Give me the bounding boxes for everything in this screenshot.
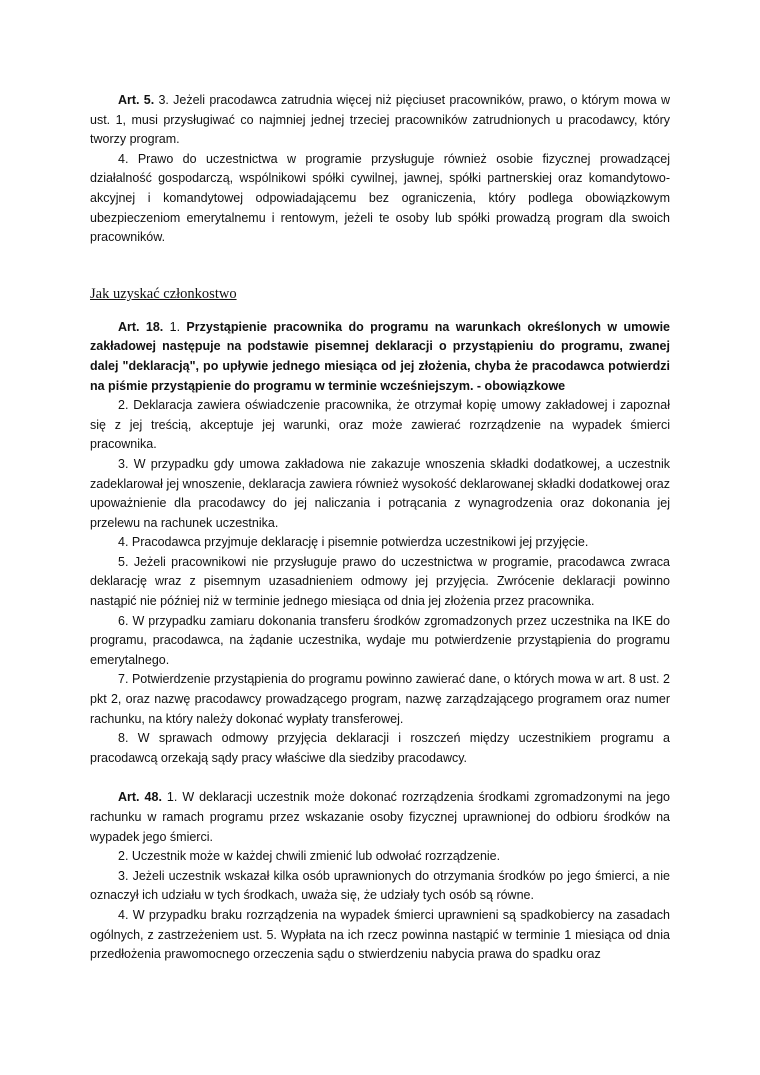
art5-para4: 4. Prawo do uczestnictwa w programie przysługuje również osobie fizycznej prowadzącej działalność gospodarczą, wspólnikowi spółki cywilnej, jawnej, spółki partnerskiej oraz komandytowo-akcyjnej i komandytowej odpowiadającemu bez ograniczenia, który podlega obowiązkowym ubezpieczeniom emerytalnemu i rentowym, jeżeli te osoby lub spółki prowadzą program dla swoich pracowników. [90,151,670,245]
art5-para3 [90,91,670,150]
art18-para1 [90,318,670,396]
art18-para4: 4. Pracodawca przyjmuje deklarację i pisemnie potwierdza uczestnikowi jej przyjęcie. [118,535,589,550]
art5-para3-text: 3. Jeżeli pracodawca zatrudnia więcej niż pięciuset pracowników, prawo, o którym mowa w ust. 1, musi przysługiwać co najmniej jednej trzeciej pracowników zatrudnionych u pracodawcy, który tworzy program. [90,93,670,147]
art5-label: Art. 5. [118,93,155,107]
art18-para1-text: Przystąpienie pracownika do programu na warunkach określonych w umowie zakładowej następuje na podstawie pisemnej deklaracji o przystąpieniu do programu, zwanej dalej "deklaracją", po upływie jednego miesiąca od jej złożenia, chyba że pracodawca potwierdzi na piśmie przystąpienie do programu w terminie wcześniejszym. - obowiązkowe [90,319,670,393]
art18-para5: 5. Jeżeli pracownikowi nie przysługuje prawo do uczestnictwa w programie, pracodawca zwraca deklarację wraz z pisemnym uzasadnieniem odmowy jej przyjęcia. Zwrócenie deklaracji powinno nastąpić nie później niż w terminie jednego miesiąca od dnia jej złożenia przez pracownika. [90,554,670,609]
document-body [90,91,670,965]
art48-para1 [90,788,670,847]
art48-para1-text: 1. W deklaracji uczestnik może dokonać rozrządzenia środkami zgromadzonymi na jego rachunku w ramach programu przez wskazanie osoby fizycznej uprawnionej do odbioru środków na wypadek jego śmierci. [90,790,670,844]
art18-para7: 7. Potwierdzenie przystąpienia do programu powinno zawierać dane, o których mowa w art. 8 ust. 2 pkt 2, oraz nazwę pracodawcy prowadzącego program, nazwę zarządzającego programem oraz numer rachunku, na który należy dokonać wypłaty transferowej. [90,672,670,726]
spacer [90,768,670,788]
art48-para4: 4. W przypadku braku rozrządzenia na wypadek śmierci uprawnieni są spadkobiercy na zasadach ogólnych, z zastrzeżeniem ust. 5. Wypłata na ich rzecz powinna nastąpić w terminie 1 miesiąca od dnia przedłożenia prawomocnego orzeczenia sądu o stwierdzeniu nabycia prawa do spadku oraz [90,907,670,962]
art18-para6: 6. W przypadku zamiaru dokonania transferu środków zgromadzonych przez uczestnika na IKE do programu, pracodawca, na żądanie uczestnika, wydaje mu potwierdzenie przystąpienia do programu emerytalnego. [90,613,670,667]
art48-label: Art. 48. [118,790,162,805]
art48-para2: 2. Uczestnik może w każdej chwili zmienić lub odwołać rozrządzenie. [118,849,501,864]
spacer [90,248,670,284]
art18-para8: 8. W sprawach odmowy przyjęcia deklaracji i roszczeń między uczestnikiem programu a pracodawcą orzekają sądy pracy właściwe dla siedziby pracodawcy. [90,731,670,765]
art18-para2: 2. Deklaracja zawiera oświadczenie pracownika, że otrzymał kopię umowy zakładowej i zapoznał się z jej treścią, akceptuje jej warunki, oraz może zawierać rozrządzenie na wypadek śmierci pracownika. [90,398,670,452]
art18-para3: 3. W przypadku gdy umowa zakładowa nie zakazuje wnoszenia składki dodatkowej, a uczestnik zadeklarował jej wnoszenie, deklaracja zawiera również wysokość deklarowanej składki dodatkowej oraz upoważnienie dla pracodawcy do jej naliczania i potrącania z wynagrodzenia oraz dokonania jej przelewu na rachunek uczestnika. [90,456,670,530]
section-heading: Jak uzyskać członkostwo [90,285,237,302]
art18-label: Art. 18. [118,319,164,334]
art18-para1-number: 1. [163,319,187,334]
art48-para3: 3. Jeżeli uczestnik wskazał kilka osób uprawnionych do otrzymania środków po jego śmierci, a nie oznaczył ich udziału w tych środkach, uważa się, że udziały tych osób są równe. [90,868,670,903]
